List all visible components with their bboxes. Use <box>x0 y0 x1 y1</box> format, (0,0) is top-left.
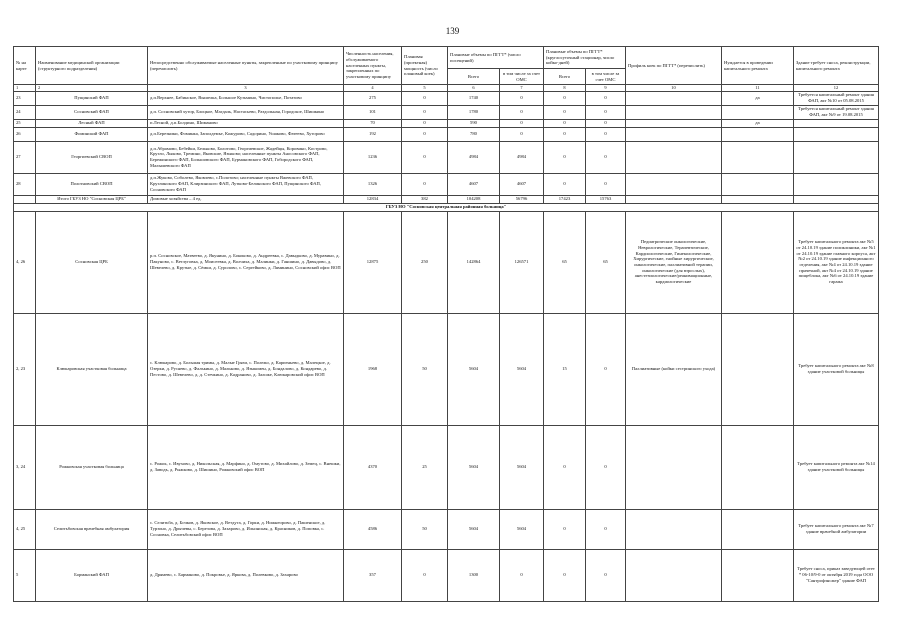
cell-v10 <box>626 549 722 601</box>
cell-v8: 0 <box>544 127 586 141</box>
cell-v8: 0 <box>544 141 586 173</box>
cell-v7: 4984 <box>500 141 544 173</box>
cell-v10 <box>626 105 722 119</box>
cell-v8: 0 <box>544 509 586 549</box>
column-number: 10 <box>626 85 722 92</box>
cell-v7: 5604 <box>500 425 544 509</box>
cell-no: 25 <box>14 119 36 127</box>
cell-v8: 15 <box>544 313 586 425</box>
table-row <box>14 91 879 105</box>
cell-pop: 12875 <box>344 211 402 313</box>
table-row <box>14 127 879 141</box>
cell-v6: 5604 <box>448 509 500 549</box>
cell-pop: 12834 <box>344 195 402 203</box>
cell-v9: 65 <box>586 211 626 313</box>
header-profile: Профиль коек по ПГГТ* (перечислить) <box>626 47 722 85</box>
cell-v9: 0 <box>586 119 626 127</box>
header-pgg-total: Всего <box>448 69 500 85</box>
cell-v11 <box>722 173 794 195</box>
cell-v6: 4984 <box>448 141 500 173</box>
column-number: 6 <box>448 85 500 92</box>
cell-v9: 0 <box>586 549 626 601</box>
cell-v11: да <box>722 119 794 127</box>
table-row <box>14 105 879 119</box>
cell-set: п.Лесной, д.п.Болдино, Шиманово <box>148 119 344 127</box>
cell-v7: 126571 <box>500 211 544 313</box>
cell-v10 <box>626 91 722 105</box>
cell-v8: 65 <box>544 211 586 313</box>
cell-no: 4, 25 <box>14 509 36 549</box>
column-number: 7 <box>500 85 544 92</box>
cell-v6: 104208 <box>448 195 500 203</box>
cell-v8: 0 <box>544 105 586 119</box>
column-number: 12 <box>794 85 879 92</box>
cell-v9: 0 <box>586 509 626 549</box>
cell-no: 3, 24 <box>14 425 36 509</box>
cell-beds: 0 <box>402 91 448 105</box>
cell-v10 <box>626 141 722 173</box>
header-pgg-ds-total: Всего <box>544 69 586 85</box>
cell-v11 <box>722 509 794 549</box>
cell-pop: 70 <box>344 119 402 127</box>
cell-set: д. Дрямево, с. Барманово, д. Покровье, д. Яркова, д. Полевково, д. Захарово <box>148 549 344 601</box>
cell-beds: 25 <box>402 425 448 509</box>
page-number: 139 <box>445 26 460 36</box>
cell-pop: 1968 <box>344 313 402 425</box>
cell-beds: 382 <box>402 195 448 203</box>
cell-beds: 0 <box>402 119 448 127</box>
cell-v6: 5604 <box>448 425 500 509</box>
section-row <box>14 203 879 211</box>
cell-v11 <box>722 425 794 509</box>
cell-name: Сосновский ФАП <box>36 105 148 119</box>
cell-set: с. Рожок, с. Ивухово, д. Никольская, д. Марфино, д. Омутово, д. Михайлово, д. Земец, с. Внешки, д. Заводь, д. Рыжково, д. Шишино, Рожковский офис ВОП <box>148 425 344 509</box>
cell-v12: Требуется капитальный ремонт здания ФАП, акт №10 от 05.08.2015 <box>794 91 879 105</box>
cell-v10 <box>626 425 722 509</box>
header-pgg-group: Плановые объемы по ПГГТ* (число посещений) <box>448 47 544 69</box>
cell-v8: 17423 <box>544 195 586 203</box>
cell-no: 28 <box>14 173 36 195</box>
cell-v8: 0 <box>544 119 586 127</box>
cell-no: 26 <box>14 127 36 141</box>
cell-set: с. Клюкарово, д. Большая тримы, д. Малые Грязи, с. Полежо, д. Карпеньево, д. Малецкое, д. Озерки, д. Русяево, д. Фалькино, д. Мальково, д. Языкомен, д. Бондалово, д. Кондарево, д. Пестово, д. Шевелево, д. д. Стечкино, д. Кадраново, д. Заложе, Клюкаровский офис ВОП <box>148 313 344 425</box>
cell-v12 <box>794 173 879 195</box>
cell-beds: 0 <box>402 105 448 119</box>
cell-v12: Требуется капитальный ремонт здания ФАП, акт №9 от 19.08.2015 <box>794 105 879 119</box>
column-number: 11 <box>722 85 794 92</box>
cell-name: Пущинский ФАП <box>36 91 148 105</box>
cell-v8: 0 <box>544 549 586 601</box>
cell-pop: 101 <box>344 105 402 119</box>
cell-v10 <box>626 173 722 195</box>
cell-v7: 0 <box>500 105 544 119</box>
table-row <box>14 173 879 195</box>
cell-name: Рожковская участковая больница <box>36 425 148 509</box>
cell-pop: 192 <box>344 127 402 141</box>
cell-pop: 275 <box>344 91 402 105</box>
header-pgg-ds-group: Плановые объемы по ПГГТ* (круглосуточный стационар, число койко-дней) <box>544 47 626 69</box>
cell-set: Домовые хозяйства – 4 ед. <box>148 195 344 203</box>
data-table <box>13 46 879 602</box>
cell-set: д.п.Абрамово, Бебейки, Бельково, Болотово, Георгиевское, Жадейцы, Коровино, Кострово, Кругло, Лыково, Тремино, Яковские, Языково; населенные пункты Аносовского ФАП, Бережинского ФАП, Большовского ФАП, Бурмановского ФАП, Гобородского ФАП, Малышевского ФАП <box>148 141 344 173</box>
cell-name: Селитьбовская врачебная амбулатория <box>36 509 148 549</box>
cell-name: Клюкаровская участковая больница <box>36 313 148 425</box>
header-reconstruction: Здание требует сноса, реконструкции, капитального ремонта <box>794 47 879 85</box>
cell-v7: 0 <box>500 119 544 127</box>
cell-set: д.п.Жуково, Соболево, Яковлево, с.Полотово; населенные пункты Вжевского ФАП, Круглинского ФАП, Клирзинского ФАП, Лутково-Белинского ФАП, Пущинского ФАП, Сосновского ФАП <box>148 173 344 195</box>
cell-v9: 0 <box>586 127 626 141</box>
cell-beds: 50 <box>402 313 448 425</box>
cell-v7: 5604 <box>500 509 544 549</box>
cell-beds: 0 <box>402 127 448 141</box>
cell-name: Борманский ФАП <box>36 549 148 601</box>
cell-v11 <box>722 211 794 313</box>
cell-v12: Требует капитального ремонта акт №7 здание врачебной амбулатории <box>794 509 879 549</box>
cell-v12 <box>794 119 879 127</box>
cell-v10 <box>626 195 722 203</box>
column-number: 2 <box>36 85 148 92</box>
cell-no: 27 <box>14 141 36 173</box>
cell-v10: Педиатрические онкологические, Неврологические, Терапевтические, Кардиологические, Гинекологические, Хирургические, гнойные хирургические, онкологические, паллиативной терапии, онкологические (для взрослых), анестезиологические/реанимационные, кардиологические <box>626 211 722 313</box>
cell-v12: Требует капитального ремонта акт №8 здание участковой больницы <box>794 313 879 425</box>
header-beds: Плановая (проектная) мощность (число плановый коек) <box>402 47 448 85</box>
cell-v7: 56796 <box>500 195 544 203</box>
header-row-1 <box>14 47 879 69</box>
cell-pop: 4370 <box>344 425 402 509</box>
cell-v9: 0 <box>586 173 626 195</box>
cell-v9: 15763 <box>586 195 626 203</box>
cell-v6: 4607 <box>448 173 500 195</box>
column-number: 5 <box>402 85 448 92</box>
header-needs-repair: Нуждается в проведении капитального ремонта <box>722 47 794 85</box>
cell-set: д.п.Верхнее, Бабинское, Вышелка, Большое Кузьмино, Чистополье, Потатово <box>148 91 344 105</box>
cell-beds: 0 <box>402 173 448 195</box>
cell-v7: 5604 <box>500 313 544 425</box>
column-number: 1 <box>14 85 36 92</box>
cell-v11 <box>722 549 794 601</box>
cell-v12 <box>794 195 879 203</box>
cell-v11 <box>722 105 794 119</box>
cell-beds: 0 <box>402 549 448 601</box>
cell-no: 4, 26 <box>14 211 36 313</box>
cell-v11: да <box>722 91 794 105</box>
cell-no: 5 <box>14 549 36 601</box>
header-name: Наименование медицинской организации (структурного подразделения) <box>36 47 148 85</box>
cell-no: 23 <box>14 91 36 105</box>
cell-v9: 0 <box>586 141 626 173</box>
cell-beds: 250 <box>402 211 448 313</box>
cell-v7: 0 <box>500 127 544 141</box>
cell-v8: 0 <box>544 425 586 509</box>
cell-v11 <box>722 127 794 141</box>
cell-beds: 50 <box>402 509 448 549</box>
cell-v12 <box>794 141 879 173</box>
cell-set: д.п. Сосновский хутор, Блоцкое, Магдаль, Настасьево, Раздольная, Городское, Шишкино <box>148 105 344 119</box>
column-number: 3 <box>148 85 344 92</box>
cell-no: 2, 23 <box>14 313 36 425</box>
cell-set: с. Селитьба, д. Бочков, д. Яковское, д. Ветдуга, д. Горки, д. Нижнеорово, д. Пашенское, д. Турзоно, д. Дрычевы, с. Березова, д. Захарово, д. Ильинская, д. Красников, д. Поповка, с. Сосновка, Селитьбовский офис ВОП <box>148 509 344 549</box>
cell-v9: 0 <box>586 105 626 119</box>
cell-v10 <box>626 119 722 127</box>
table-row <box>14 141 879 173</box>
cell-no <box>14 195 36 203</box>
column-number: 9 <box>586 85 626 92</box>
cell-name: Сосновская ЦРБ <box>36 211 148 313</box>
table-row <box>14 549 879 601</box>
cell-v6: 1300 <box>448 549 500 601</box>
cell-v11 <box>722 195 794 203</box>
column-number: 4 <box>344 85 402 92</box>
header-pgg-oms: в том числе за счет ОМС <box>500 69 544 85</box>
header-settlements: Непосредственно обслуживаемые населенные пункты, закрепленные по участковому принципу (перечислить) <box>148 47 344 85</box>
cell-v12: Требует сноса, приказ заведующей отет * 06-10/9-0 от октября 2019 года ООО "Сантрофэнсжер" здание ФАП <box>794 549 879 601</box>
cell-name: Итого ГБУЗ НО "Сосновская ЦРБ" <box>36 195 148 203</box>
cell-name: Фоминский ФАП <box>36 127 148 141</box>
cell-v9: 0 <box>586 91 626 105</box>
cell-pop: 4586 <box>344 509 402 549</box>
cell-v6: 1740 <box>448 91 500 105</box>
cell-v7: 0 <box>500 549 544 601</box>
cell-v12: Требует капитального ремонта акт №5 от 24.10.19 здание поликлиники, акт №1 от 24.10.19 здание главного корпуса, акт №2 от 24.10.19 здание инфекционного отделения, акт №4 от 24.10.19 здание прачечной, акт №4 от 24.10.19 здание пищеблока, акт №6 от 24.10.19 здание гаража <box>794 211 879 313</box>
cell-name: Полотновский СВОП <box>36 173 148 195</box>
cell-v7: 4607 <box>500 173 544 195</box>
header-population: Численность населения, обслуживаемого населенных пункты, закрепленных по участковому принципу <box>344 47 402 85</box>
section-title: ГБУЗ НО "Сосновская центральная районная больница" <box>14 203 879 211</box>
table-row <box>14 119 879 127</box>
cell-v6: 142864 <box>448 211 500 313</box>
cell-pop: 1326 <box>344 173 402 195</box>
cell-v10 <box>626 127 722 141</box>
cell-v9: 0 <box>586 425 626 509</box>
cell-v12: Требует капитального ремонта акт №14 здание участковой больницы <box>794 425 879 509</box>
cell-name: Георгиевский СВОП <box>36 141 148 173</box>
table-row <box>14 509 879 549</box>
cell-pop: 357 <box>344 549 402 601</box>
cell-v11 <box>722 313 794 425</box>
cell-pop: 1236 <box>344 141 402 173</box>
cell-v6: 590 <box>448 119 500 127</box>
cell-v12 <box>794 127 879 141</box>
cell-v10 <box>626 509 722 549</box>
table-row <box>14 211 879 313</box>
cell-v6: 5604 <box>448 313 500 425</box>
table-row <box>14 195 879 203</box>
cell-name: Лесный ФАП <box>36 119 148 127</box>
column-number: 8 <box>544 85 586 92</box>
cell-beds: 0 <box>402 141 448 173</box>
cell-v8: 0 <box>544 91 586 105</box>
cell-v8: 0 <box>544 173 586 195</box>
cell-v6: 1780 <box>448 105 500 119</box>
header-no: № на карте <box>14 47 36 85</box>
cell-v7: 0 <box>500 91 544 105</box>
table-row <box>14 313 879 425</box>
cell-v9: 0 <box>586 313 626 425</box>
cell-v6: 780 <box>448 127 500 141</box>
cell-set: д.п.Березники, Фоминка, Заполдемье, Кожурово, Садорино, Ушаково, Фатеево, Хуторово <box>148 127 344 141</box>
cell-no: 24 <box>14 105 36 119</box>
header-pgg-ds-oms: в том числе за счет ОМС <box>586 69 626 85</box>
cell-v11 <box>722 141 794 173</box>
cell-set: р.п. Сосновское, Матвеево, д. Якунино, д. Бококово, д. Андреевка, с. Давыдково, д. Муравино, д. Пакуново, с. Ветлуговка, д. Моисеевка, д. Волчиха, д. Малинки, д. Ганшино, д. Давыдово, д. Шевелево, д. Крутые, д. Сёмки, д. Суролово, с. Сергейково, д. Ляминино, Сосновский офис ВОП <box>148 211 344 313</box>
table-row <box>14 425 879 509</box>
cell-v10: Паллиативные (койки сестринского ухода) <box>626 313 722 425</box>
